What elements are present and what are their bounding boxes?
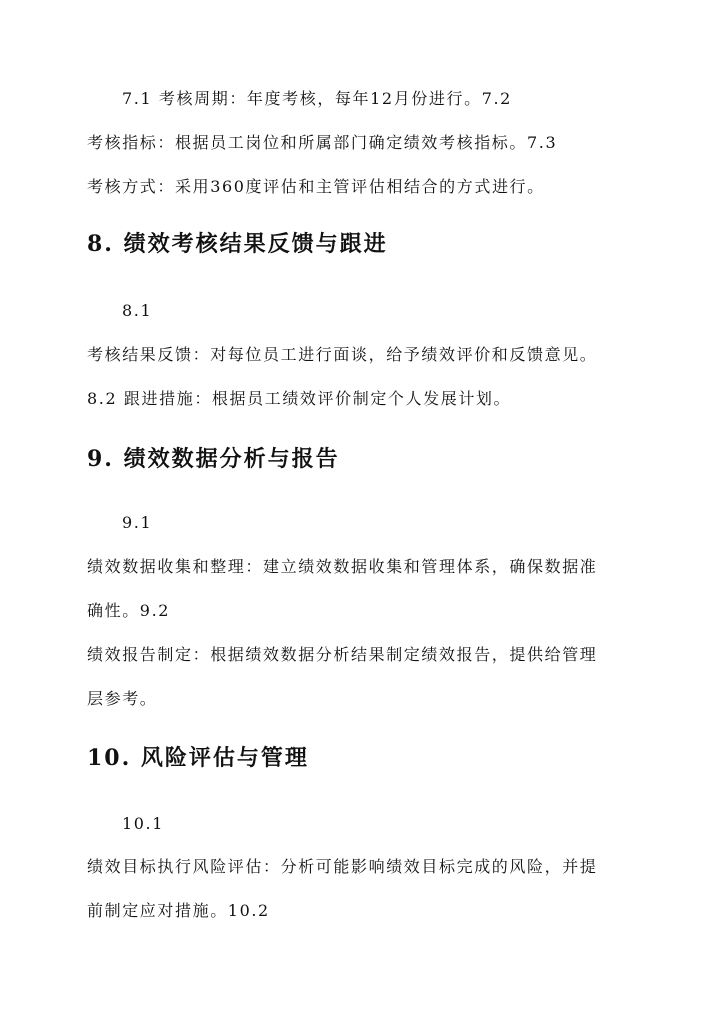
paragraph-10-1-cont: 前制定应对措施。10.2 [87, 901, 270, 920]
paragraph-8-2: 8.2 跟进措施：根据员工绩效评价制定个人发展计划。 [87, 389, 512, 408]
paragraph-9-1: 绩效数据收集和整理：建立绩效数据收集和管理体系，确保数据准 [87, 557, 598, 576]
paragraph-9-2: 绩效报告制定：根据绩效数据分析结果制定绩效报告，提供给管理 [87, 645, 598, 664]
paragraph-10-1: 绩效目标执行风险评估：分析可能影响绩效目标完成的风险，并提 [87, 857, 598, 876]
subsection-number-8-1: 8.1 [122, 301, 153, 320]
paragraph-8-1: 考核结果反馈：对每位员工进行面谈，给予绩效评价和反馈意见。 [87, 345, 598, 364]
subsection-number-9-1: 9.1 [122, 513, 153, 532]
paragraph-7-1: 7.1 考核周期：年度考核，每年12月份进行。7.2 [122, 89, 512, 108]
heading-section-8: 8. 绩效考核结果反馈与跟进 [87, 231, 388, 257]
heading-section-9: 9. 绩效数据分析与报告 [87, 446, 340, 472]
subsection-number-10-1: 10.1 [122, 814, 165, 833]
paragraph-9-2-cont: 层参考。 [87, 689, 158, 708]
paragraph-7-3: 考核方式：采用360度评估和主管评估相结合的方式进行。 [87, 177, 545, 196]
paragraph-9-1-cont: 确性。9.2 [87, 601, 171, 620]
heading-section-10: 10. 风险评估与管理 [87, 745, 309, 771]
paragraph-7-2: 考核指标：根据员工岗位和所属部门确定绩效考核指标。7.3 [87, 133, 558, 152]
